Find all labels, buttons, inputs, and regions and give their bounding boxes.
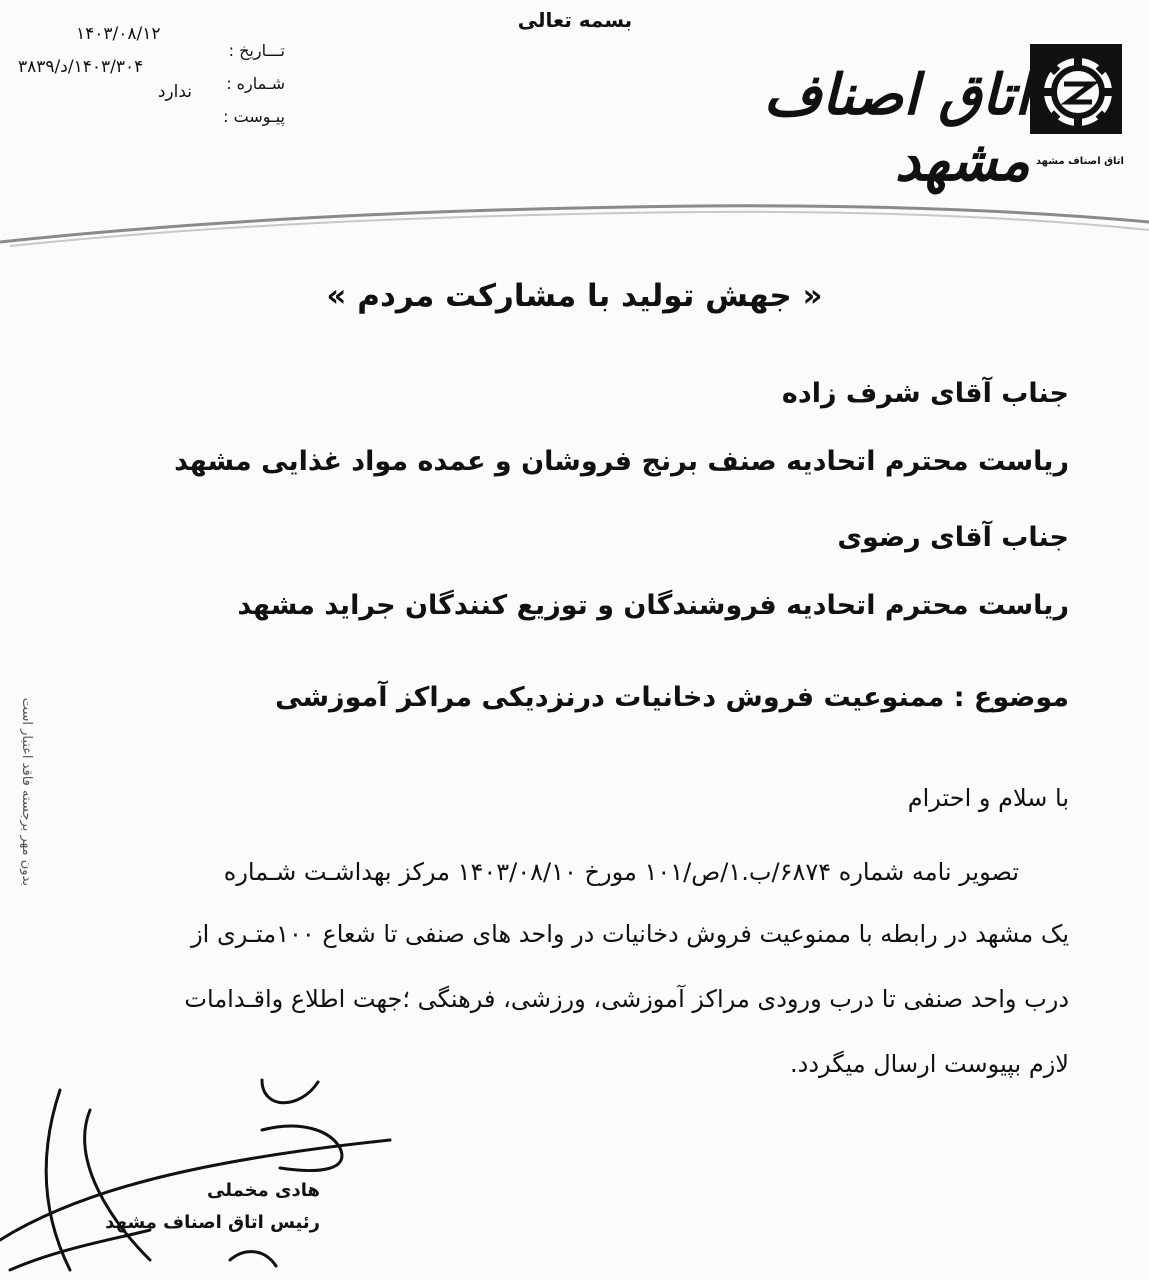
letter-meta-labels	[200, 34, 285, 133]
body-line-1: تصویر نامه شماره ۶۸۷۴/ب.۱/ص/۱۰۱ مورخ ۱۴۰۳/۰۸/۱۰ مرکز بهداشـت شـماره	[223, 858, 1019, 886]
greeting: با سلام و احترام	[907, 784, 1069, 812]
body-line-3: درب واحد صنفی تا درب ورودی مراکز آموزشی، ورزشی، فرهنگی ؛جهت اطلاع واقـدامات	[184, 985, 1069, 1013]
letter-meta-values	[18, 18, 198, 109]
attachment-label: پیـوست :	[223, 107, 285, 126]
recipient-2-title: ریاست محترم اتحادیه فروشندگان و توزیع کنندگان جراید مشهد	[237, 590, 1069, 621]
date-value: ۱۴۰۳/۰۸/۱۲	[76, 24, 161, 44]
margin-validity-note: بدون مهر برجسته فاقد اعتبار است	[19, 697, 34, 886]
number-label: شـماره :	[226, 74, 285, 93]
recipient-1-name: جناب آقای شرف زاده	[781, 378, 1069, 409]
attachment-value: ندارد	[157, 82, 192, 102]
body-line-4: لازم بپیوست ارسال میگردد.	[790, 1050, 1069, 1078]
slogan: « جهش تولید با مشارکت مردم »	[326, 278, 823, 314]
signer-name: هادی مخملی	[207, 1180, 320, 1201]
date-label: تـــاریخ :	[228, 41, 285, 60]
letter-subject: موضوع : ممنوعیت فروش دخانیات درنزدیکی مراکز آموزشی	[275, 682, 1069, 713]
handwritten-signature	[0, 1070, 420, 1280]
organization-name: اتاق اصناف مشهد	[763, 62, 1030, 194]
header-divider	[0, 200, 1149, 250]
recipient-2-name: جناب آقای رضوی	[837, 522, 1069, 553]
number-value: ۱۴۰۳/۳۰۴/د/۳۸۳۹	[18, 57, 144, 77]
signer-title: رئیس اتاق اصناف مشهد	[105, 1212, 320, 1233]
logo-caption: اتاق اصناف مشهد	[1035, 156, 1124, 167]
recipient-1-title: ریاست محترم اتحادیه صنف برنج فروشان و عمده مواد غذایی مشهد	[174, 446, 1069, 477]
body-line-2: یک مشهد در رابطه با ممنوعیت فروش دخانیات در واحد های صنفی تا شعاع ۱۰۰متـری از	[191, 920, 1069, 948]
gear-emblem-icon	[1028, 40, 1124, 167]
bismillah-heading: بسمه تعالی	[517, 8, 633, 32]
